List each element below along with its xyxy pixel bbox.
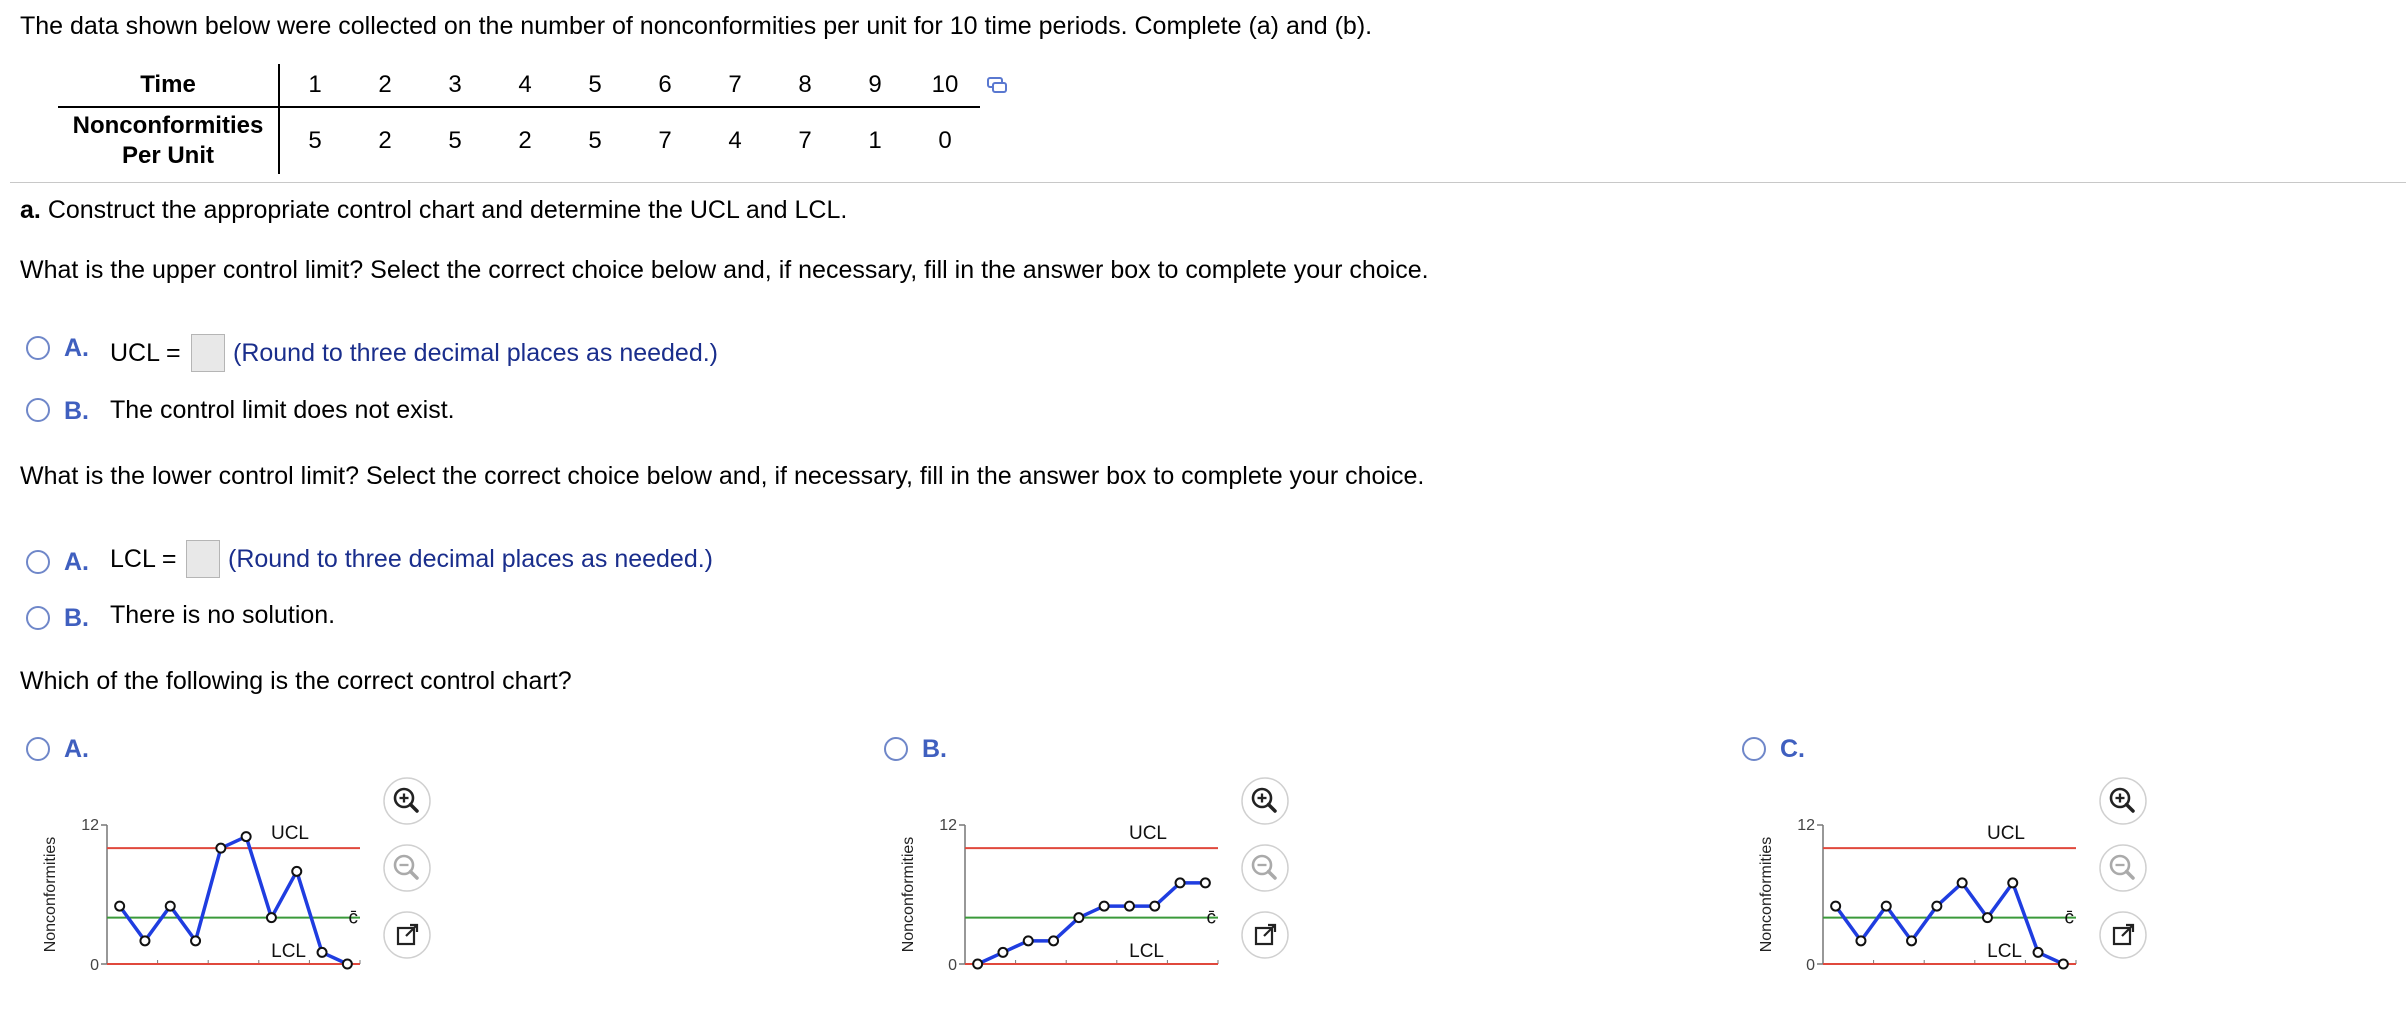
table-row-values (58, 107, 980, 174)
zoom-in-icon[interactable] (2097, 775, 2149, 827)
data-point (998, 948, 1007, 957)
data-point (2008, 878, 2017, 887)
data-point (1125, 902, 1134, 911)
data-point (1958, 878, 1967, 887)
question-chart: Which of the following is the correct control chart? (20, 667, 572, 695)
table-header-nonconformities (58, 107, 279, 174)
ucl-label: UCL (1986, 823, 2026, 845)
data-point (140, 936, 149, 945)
data-point (216, 844, 225, 853)
open-new-window-icon[interactable] (2097, 909, 2149, 961)
question-ucl: What is the upper control limit? Select the correct choice below and, if necessary, fill in the answer box to complete your choice. (20, 256, 1429, 284)
control-chart-b (888, 790, 1248, 980)
y-tick-label: 12 (81, 817, 99, 834)
series-line (978, 883, 1206, 964)
zoom-out-icon[interactable] (381, 842, 433, 894)
table-cell: 5 (448, 127, 462, 154)
option-letter: B. (64, 604, 89, 632)
data-point (1024, 936, 1033, 945)
lcl-b-text: There is no solution. (110, 601, 336, 629)
radio-chart-b[interactable] (884, 737, 908, 761)
table-cell: 3 (420, 64, 490, 107)
copy-table-icon[interactable] (986, 75, 1008, 95)
table-header-line-1: Nonconformities (72, 112, 264, 139)
center-label: c̄ (348, 907, 358, 929)
control-chart-c (1746, 790, 2106, 980)
center-label: c̄ (1206, 907, 1216, 929)
y-tick-label: 12 (1797, 817, 1815, 834)
zoom-out-icon[interactable] (2097, 842, 2149, 894)
radio-lcl-a[interactable] (26, 550, 50, 574)
data-point (1831, 902, 1840, 911)
option-letter: B. (64, 397, 89, 425)
option-letter: C. (1780, 735, 1805, 763)
data-point (1176, 878, 1185, 887)
series-line (1836, 883, 2064, 964)
data-point (1983, 913, 1992, 922)
ucl-round-note: (Round to three decimal places as needed.) (233, 339, 719, 367)
part-a-heading (20, 196, 847, 225)
data-point (1074, 913, 1083, 922)
data-point (1856, 936, 1865, 945)
ucl-answer-input[interactable] (191, 334, 225, 372)
zoom-out-icon[interactable] (1239, 842, 1291, 894)
control-chart-a (30, 790, 390, 980)
table-row-time (58, 64, 980, 107)
table-cell: 9 (840, 64, 910, 107)
open-new-window-icon[interactable] (381, 909, 433, 961)
option-letter: A. (64, 334, 89, 362)
data-point (1907, 936, 1916, 945)
radio-ucl-a[interactable] (26, 336, 50, 360)
question-lcl: What is the lower control limit? Select the correct choice below and, if necessary, fill in the answer box to complete your choice. (20, 462, 1425, 490)
option-letter: B. (922, 735, 947, 763)
lcl-a-label: LCL = (110, 545, 177, 573)
data-point (267, 913, 276, 922)
ucl-label: UCL (270, 823, 310, 845)
y-tick-label: 0 (90, 957, 99, 974)
data-point (1201, 878, 1210, 887)
table-cell: 7 (658, 127, 672, 154)
open-new-window-icon[interactable] (1239, 909, 1291, 961)
table-cell: 10 (910, 64, 980, 107)
radio-ucl-b[interactable] (26, 398, 50, 422)
lcl-label: LCL (271, 941, 306, 962)
lcl-answer-input[interactable] (186, 540, 220, 578)
y-tick-label: 0 (1806, 957, 1815, 974)
zoom-in-icon[interactable] (381, 775, 433, 827)
radio-chart-a[interactable] (26, 737, 50, 761)
data-point (318, 948, 327, 957)
data-point (1100, 902, 1109, 911)
data-point (1932, 902, 1941, 911)
y-axis-label: Nonconformities (1758, 836, 1775, 953)
data-point (973, 960, 982, 969)
table-cell: 2 (518, 127, 532, 154)
ucl-b-text: The control limit does not exist. (110, 396, 455, 424)
radio-chart-c[interactable] (1742, 737, 1766, 761)
table-header-time: Time (58, 64, 279, 107)
y-axis-label: Nonconformities (42, 836, 59, 953)
y-tick-label: 12 (939, 817, 957, 834)
data-table (58, 64, 980, 174)
data-point (1150, 902, 1159, 911)
option-letter: A. (64, 735, 89, 763)
table-header-line-2: Per Unit (121, 142, 214, 169)
lcl-label: LCL (1129, 941, 1164, 962)
center-label: c̄ (2064, 907, 2074, 929)
ucl-a-label: UCL = (110, 339, 181, 367)
data-point (242, 832, 251, 841)
data-point (166, 902, 175, 911)
series-line (120, 837, 348, 964)
data-point (2059, 960, 2068, 969)
lcl-label: LCL (1987, 941, 2022, 962)
part-a-text: Construct the appropriate control chart and determine the UCL and LCL. (47, 196, 848, 224)
table-cell: 5 (588, 127, 602, 154)
y-axis-label: Nonconformities (900, 836, 917, 953)
part-a-label: a. (20, 196, 41, 224)
lcl-round-note: (Round to three decimal places as needed.) (228, 545, 714, 573)
option-letter: A. (64, 548, 89, 576)
table-cell: 0 (938, 127, 952, 154)
zoom-in-icon[interactable] (1239, 775, 1291, 827)
ucl-label: UCL (1128, 823, 1168, 845)
radio-lcl-b[interactable] (26, 606, 50, 630)
data-point (1882, 902, 1891, 911)
table-cell: 1 (868, 127, 882, 154)
table-cell: 4 (728, 127, 742, 154)
table-cell: 8 (770, 64, 840, 107)
table-cell: 6 (630, 64, 700, 107)
data-point (191, 936, 200, 945)
data-point (115, 902, 124, 911)
table-cell: 4 (490, 64, 560, 107)
table-cell: 2 (378, 127, 392, 154)
section-divider (10, 182, 2406, 183)
data-point (292, 867, 301, 876)
table-cell: 2 (350, 64, 420, 107)
table-cell: 7 (700, 64, 770, 107)
problem-intro: The data shown below were collected on the number of nonconformities per unit for 10 time periods. Complete (a) and (b). (20, 12, 1373, 40)
table-cell: 1 (279, 64, 350, 107)
y-tick-label: 0 (948, 957, 957, 974)
table-cell: 5 (308, 127, 322, 154)
table-cell: 5 (560, 64, 630, 107)
data-point (2034, 948, 2043, 957)
data-point (1049, 936, 1058, 945)
data-point (343, 960, 352, 969)
table-cell: 7 (798, 127, 812, 154)
